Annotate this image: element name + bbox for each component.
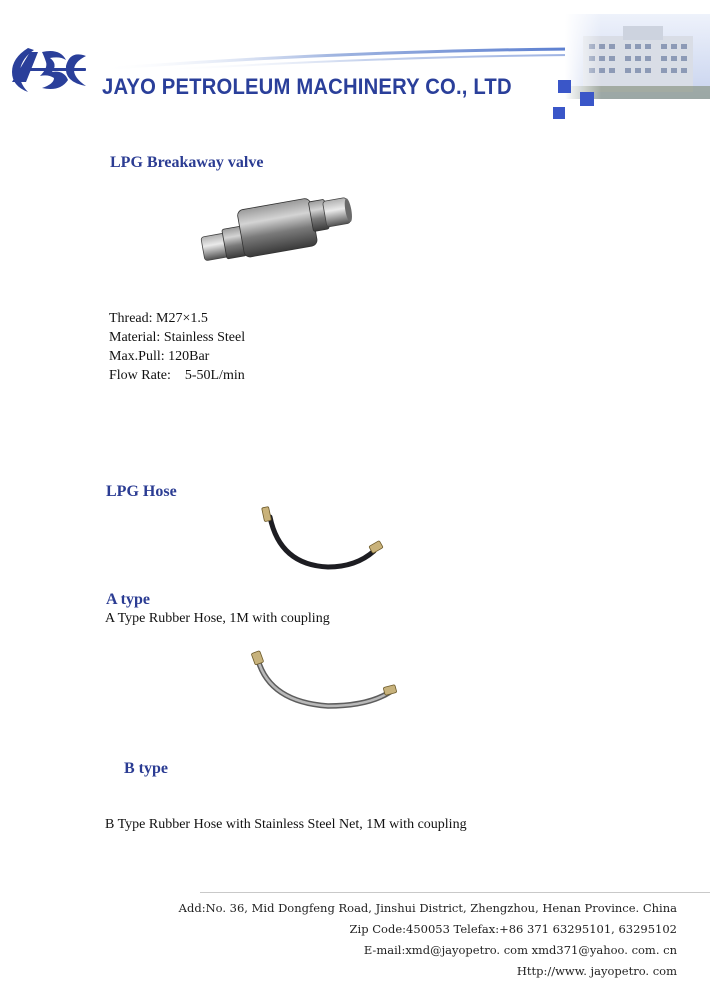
footer-address: Add:No. 36, Mid Dongfeng Road, Jinshui District, Zhengzhou, Henan Province. China [178,901,677,915]
breakaway-valve-image [196,190,356,262]
spec-flow-rate [109,366,245,385]
decor-square [580,92,594,106]
footer-divider [200,892,710,893]
breakaway-specs [109,309,245,385]
decor-square [553,107,565,119]
spec-thread [109,309,245,328]
spec-label: Max.Pull: [109,349,165,364]
spec-max-pull [109,347,245,366]
b-type-description: B Type Rubber Hose with Stainless Steel Net, 1M with coupling [105,817,467,832]
breakaway-valve-title: LPG Breakaway valve [110,154,264,171]
spec-value: 5-50L/min [184,368,245,383]
header-swoosh-decoration [100,45,570,71]
page-header [0,0,710,125]
spec-label: Flow Rate: [109,368,171,383]
a-type-title: A type [106,591,150,608]
spec-value: 120Bar [168,349,210,364]
decor-square [558,80,571,93]
b-type-hose-image [250,650,398,716]
spec-label: Material: [109,330,161,345]
footer-zip-fax: Zip Code:450053 Telefax:+86 371 63295101, 63295102 [349,922,677,936]
spec-label: Thread: [109,311,153,326]
b-type-title: B type [124,760,168,777]
spec-value: M27×1.5 [156,311,208,326]
spec-value: Stainless Steel [163,330,246,345]
spec-material [109,328,245,347]
abc-logo-icon [8,42,90,96]
a-type-hose-image [258,505,386,577]
a-type-description: A Type Rubber Hose, 1M with coupling [105,611,330,626]
building-photo [565,14,710,99]
lpg-hose-title: LPG Hose [106,483,177,500]
footer-website: Http://www. jayopetro. com [516,964,677,978]
company-name: JAYO PETROLEUM MACHINERY CO., LTD [102,74,512,99]
footer-email: E-mail:xmd@jayopetro. com xmd371@yahoo. com. cn [363,943,677,957]
